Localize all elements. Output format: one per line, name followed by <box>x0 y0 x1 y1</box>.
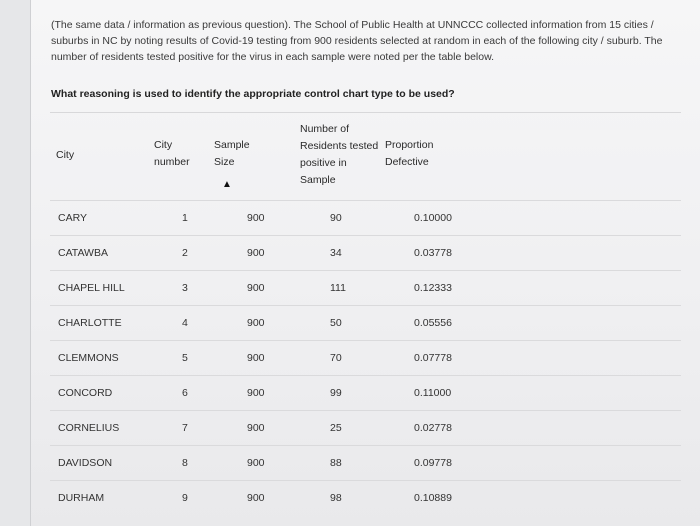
table-row: CARY 1 900 90 0.10000 <box>50 200 681 235</box>
header-proportion: Proportion Defective <box>385 139 434 168</box>
question-text: (The same data / information as previous question). The School of Public Health at UNNCCC collected information from 15 cities / suburbs in NC by noting results of Covid-19 testing from 900 residents selected at random in each of the following city / suburb. The number of residents tested positive for the virus in each sample were noted per the table below. <box>51 19 663 63</box>
question-prompt: What reasoning is used to identify the appropriate control chart type to be used? <box>51 88 455 100</box>
table-row: CLEMMONS 5 900 70 0.07778 <box>50 340 681 375</box>
table-row: CATAWBA 2 900 34 0.03778 <box>50 235 681 270</box>
question-page <box>30 0 700 526</box>
table-row: DAVIDSON 8 900 88 0.09778 <box>50 445 681 480</box>
table-row: CHARLOTTE 4 900 50 0.05556 <box>50 305 681 340</box>
header-positive: Number of Residents tested positive in Sample <box>300 123 379 186</box>
header-sample-size: Sample Size <box>214 139 250 168</box>
header-city-number: City number <box>154 139 190 168</box>
data-table <box>50 112 681 515</box>
header-city: City <box>56 149 75 161</box>
table-row: CONCORD 6 900 99 0.11000 <box>50 375 681 410</box>
table-row: CHAPEL HILL 3 900 111 0.12333 <box>50 270 681 305</box>
mouse-cursor-icon: ▲ <box>222 179 232 190</box>
table-row: CORNELIUS 7 900 25 0.02778 <box>50 410 681 445</box>
table-row: DURHAM 9 900 98 0.10889 <box>50 480 681 515</box>
